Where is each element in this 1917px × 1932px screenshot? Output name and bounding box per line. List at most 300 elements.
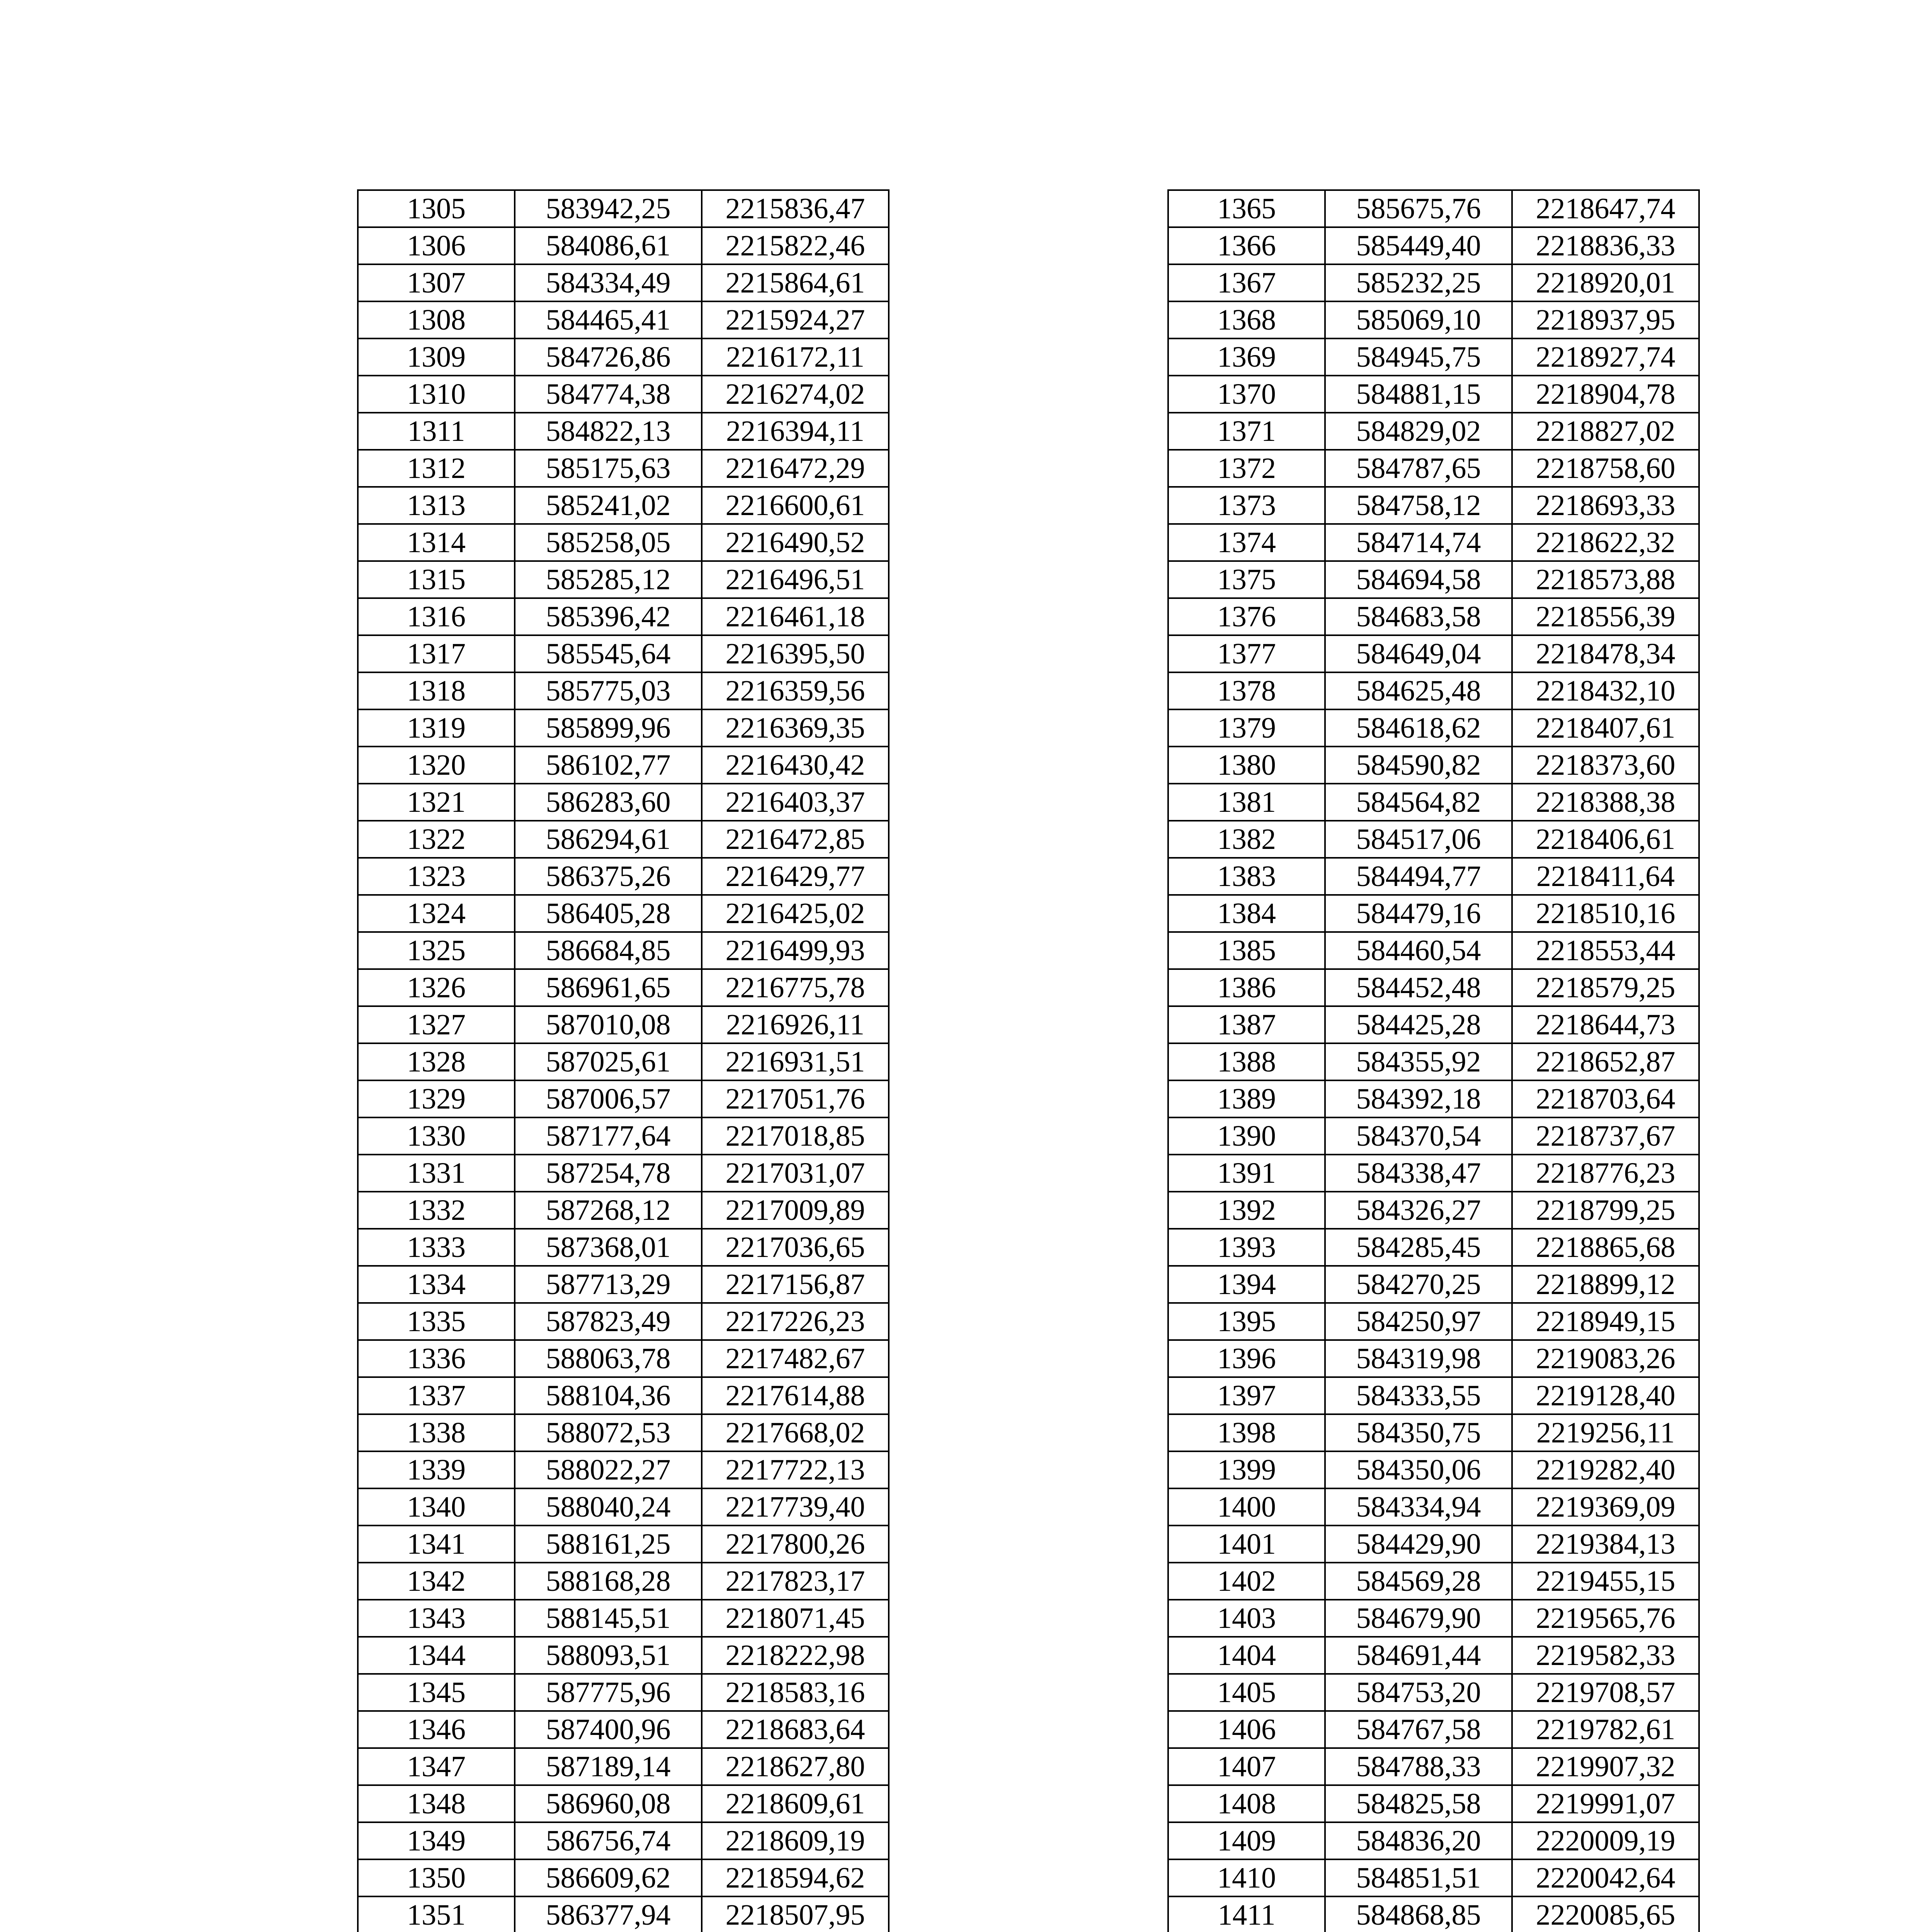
y-coordinate-cell: 2220085,65 (1512, 1896, 1699, 1932)
y-coordinate-cell: 2218627,80 (702, 1748, 889, 1785)
point-number-cell: 1328 (358, 1043, 515, 1080)
point-number-cell: 1345 (358, 1674, 515, 1711)
table-row (1168, 672, 1699, 709)
point-number-cell: 1388 (1168, 1043, 1325, 1080)
table-row (358, 1451, 889, 1488)
point-number-cell: 1317 (358, 635, 515, 672)
table-row (1168, 1006, 1699, 1043)
y-coordinate-cell: 2218737,67 (1512, 1117, 1699, 1155)
table-row (358, 1488, 889, 1526)
table-row (358, 1896, 889, 1932)
y-coordinate-cell: 2218388,38 (1512, 784, 1699, 821)
table-row (1168, 1229, 1699, 1266)
table-row (358, 1859, 889, 1896)
y-coordinate-cell: 2219582,33 (1512, 1637, 1699, 1674)
x-coordinate-cell: 584569,28 (1325, 1563, 1512, 1600)
y-coordinate-cell: 2218432,10 (1512, 672, 1699, 709)
y-coordinate-cell: 2216496,51 (702, 561, 889, 598)
point-number-cell: 1382 (1168, 821, 1325, 858)
point-number-cell: 1350 (358, 1859, 515, 1896)
x-coordinate-cell: 584868,85 (1325, 1896, 1512, 1932)
point-number-cell: 1404 (1168, 1637, 1325, 1674)
y-coordinate-cell: 2217036,65 (702, 1229, 889, 1266)
y-coordinate-cell: 2218406,61 (1512, 821, 1699, 858)
x-coordinate-cell: 584270,25 (1325, 1266, 1512, 1303)
x-coordinate-cell: 587268,12 (515, 1192, 702, 1229)
y-coordinate-cell: 2217482,67 (702, 1340, 889, 1377)
x-coordinate-cell: 584836,20 (1325, 1822, 1512, 1859)
point-number-cell: 1367 (1168, 264, 1325, 301)
y-coordinate-cell: 2218927,74 (1512, 338, 1699, 376)
point-number-cell: 1315 (358, 561, 515, 598)
x-coordinate-cell: 585285,12 (515, 561, 702, 598)
x-coordinate-cell: 584350,75 (1325, 1414, 1512, 1451)
table-row (1168, 858, 1699, 895)
table-row (1168, 190, 1699, 227)
y-coordinate-cell: 2216429,77 (702, 858, 889, 895)
x-coordinate-cell: 584517,06 (1325, 821, 1512, 858)
table-row (358, 1303, 889, 1340)
y-coordinate-cell: 2218609,61 (702, 1785, 889, 1822)
table-row (358, 1822, 889, 1859)
point-number-cell: 1379 (1168, 709, 1325, 747)
y-coordinate-cell: 2216472,85 (702, 821, 889, 858)
point-number-cell: 1320 (358, 747, 515, 784)
y-coordinate-cell: 2218683,64 (702, 1711, 889, 1748)
point-number-cell: 1339 (358, 1451, 515, 1488)
table-row (1168, 1451, 1699, 1488)
y-coordinate-cell: 2219128,40 (1512, 1377, 1699, 1414)
x-coordinate-cell: 585675,76 (1325, 190, 1512, 227)
table-row (1168, 1896, 1699, 1932)
y-coordinate-cell: 2218703,64 (1512, 1080, 1699, 1117)
y-coordinate-cell: 2218510,16 (1512, 895, 1699, 932)
y-coordinate-cell: 2218776,23 (1512, 1155, 1699, 1192)
table-row (358, 1340, 889, 1377)
x-coordinate-cell: 586609,62 (515, 1859, 702, 1896)
x-coordinate-cell: 585449,40 (1325, 227, 1512, 264)
table-row (358, 413, 889, 450)
table-row (1168, 1563, 1699, 1600)
point-number-cell: 1346 (358, 1711, 515, 1748)
y-coordinate-cell: 2218556,39 (1512, 598, 1699, 635)
x-coordinate-cell: 584452,48 (1325, 969, 1512, 1006)
y-coordinate-cell: 2218407,61 (1512, 709, 1699, 747)
x-coordinate-cell: 584618,62 (1325, 709, 1512, 747)
point-number-cell: 1409 (1168, 1822, 1325, 1859)
table-row (358, 895, 889, 932)
point-number-cell: 1397 (1168, 1377, 1325, 1414)
y-coordinate-cell: 2218920,01 (1512, 264, 1699, 301)
x-coordinate-cell: 584825,58 (1325, 1785, 1512, 1822)
point-number-cell: 1375 (1168, 561, 1325, 598)
table-row (1168, 1266, 1699, 1303)
y-coordinate-cell: 2220009,19 (1512, 1822, 1699, 1859)
coordinates-table-left (357, 189, 890, 1932)
y-coordinate-cell: 2218373,60 (1512, 747, 1699, 784)
x-coordinate-cell: 585069,10 (1325, 301, 1512, 338)
x-coordinate-cell: 584334,49 (515, 264, 702, 301)
point-number-cell: 1309 (358, 338, 515, 376)
point-number-cell: 1386 (1168, 969, 1325, 1006)
table-row (1168, 784, 1699, 821)
x-coordinate-cell: 585175,63 (515, 450, 702, 487)
y-coordinate-cell: 2217226,23 (702, 1303, 889, 1340)
x-coordinate-cell: 584691,44 (1325, 1637, 1512, 1674)
point-number-cell: 1334 (358, 1266, 515, 1303)
table-row (1168, 487, 1699, 524)
x-coordinate-cell: 586102,77 (515, 747, 702, 784)
x-coordinate-cell: 584753,20 (1325, 1674, 1512, 1711)
y-coordinate-cell: 2217009,89 (702, 1192, 889, 1229)
point-number-cell: 1319 (358, 709, 515, 747)
y-coordinate-cell: 2217800,26 (702, 1526, 889, 1563)
table-row (1168, 969, 1699, 1006)
table-row (358, 264, 889, 301)
x-coordinate-cell: 584086,61 (515, 227, 702, 264)
point-number-cell: 1369 (1168, 338, 1325, 376)
table-row (1168, 264, 1699, 301)
table-row (358, 1155, 889, 1192)
table-row (358, 1117, 889, 1155)
point-number-cell: 1385 (1168, 932, 1325, 969)
y-coordinate-cell: 2218693,33 (1512, 487, 1699, 524)
y-coordinate-cell: 2218553,44 (1512, 932, 1699, 969)
y-coordinate-cell: 2216394,11 (702, 413, 889, 450)
y-coordinate-cell: 2217722,13 (702, 1451, 889, 1488)
point-number-cell: 1324 (358, 895, 515, 932)
point-number-cell: 1406 (1168, 1711, 1325, 1748)
table-row (1168, 227, 1699, 264)
table-row (1168, 1043, 1699, 1080)
y-coordinate-cell: 2215924,27 (702, 301, 889, 338)
x-coordinate-cell: 586684,85 (515, 932, 702, 969)
x-coordinate-cell: 584829,02 (1325, 413, 1512, 450)
y-coordinate-cell: 2216461,18 (702, 598, 889, 635)
y-coordinate-cell: 2217823,17 (702, 1563, 889, 1600)
point-number-cell: 1401 (1168, 1526, 1325, 1563)
y-coordinate-cell: 2215822,46 (702, 227, 889, 264)
x-coordinate-cell: 586405,28 (515, 895, 702, 932)
x-coordinate-cell: 584714,74 (1325, 524, 1512, 561)
x-coordinate-cell: 588145,51 (515, 1600, 702, 1637)
x-coordinate-cell: 584788,33 (1325, 1748, 1512, 1785)
table-row (1168, 747, 1699, 784)
point-number-cell: 1380 (1168, 747, 1325, 784)
point-number-cell: 1384 (1168, 895, 1325, 932)
table-row (1168, 1488, 1699, 1526)
table-row (358, 784, 889, 821)
table-row (358, 709, 889, 747)
table-row (358, 1006, 889, 1043)
table-row (1168, 895, 1699, 932)
x-coordinate-cell: 584758,12 (1325, 487, 1512, 524)
point-number-cell: 1305 (358, 190, 515, 227)
point-number-cell: 1340 (358, 1488, 515, 1526)
y-coordinate-cell: 2218652,87 (1512, 1043, 1699, 1080)
x-coordinate-cell: 584370,54 (1325, 1117, 1512, 1155)
point-number-cell: 1335 (358, 1303, 515, 1340)
table-row (358, 1266, 889, 1303)
table-row (358, 227, 889, 264)
x-coordinate-cell: 584326,27 (1325, 1192, 1512, 1229)
point-number-cell: 1405 (1168, 1674, 1325, 1711)
table-row (358, 524, 889, 561)
table-row (358, 932, 889, 969)
y-coordinate-cell: 2219782,61 (1512, 1711, 1699, 1748)
table-row (358, 1377, 889, 1414)
y-coordinate-cell: 2218583,16 (702, 1674, 889, 1711)
point-number-cell: 1351 (358, 1896, 515, 1932)
y-coordinate-cell: 2218865,68 (1512, 1229, 1699, 1266)
table-row (1168, 821, 1699, 858)
table-row (358, 598, 889, 635)
y-coordinate-cell: 2218899,12 (1512, 1266, 1699, 1303)
x-coordinate-cell: 584822,13 (515, 413, 702, 450)
point-number-cell: 1341 (358, 1526, 515, 1563)
point-number-cell: 1387 (1168, 1006, 1325, 1043)
y-coordinate-cell: 2216274,02 (702, 376, 889, 413)
table-row (1168, 1080, 1699, 1117)
table-row (358, 1526, 889, 1563)
point-number-cell: 1403 (1168, 1600, 1325, 1637)
x-coordinate-cell: 584625,48 (1325, 672, 1512, 709)
point-number-cell: 1377 (1168, 635, 1325, 672)
y-coordinate-cell: 2218827,02 (1512, 413, 1699, 450)
x-coordinate-cell: 587177,64 (515, 1117, 702, 1155)
point-number-cell: 1333 (358, 1229, 515, 1266)
x-coordinate-cell: 588022,27 (515, 1451, 702, 1488)
x-coordinate-cell: 584479,16 (1325, 895, 1512, 932)
y-coordinate-cell: 2218478,34 (1512, 635, 1699, 672)
y-coordinate-cell: 2217051,76 (702, 1080, 889, 1117)
table-row (358, 561, 889, 598)
table-row (358, 376, 889, 413)
x-coordinate-cell: 584726,86 (515, 338, 702, 376)
point-number-cell: 1332 (358, 1192, 515, 1229)
y-coordinate-cell: 2218609,19 (702, 1822, 889, 1859)
x-coordinate-cell: 584564,82 (1325, 784, 1512, 821)
x-coordinate-cell: 586294,61 (515, 821, 702, 858)
point-number-cell: 1310 (358, 376, 515, 413)
coordinates-table-right (1167, 189, 1700, 1932)
x-coordinate-cell: 584319,98 (1325, 1340, 1512, 1377)
table-row (358, 1414, 889, 1451)
y-coordinate-cell: 2216172,11 (702, 338, 889, 376)
point-number-cell: 1327 (358, 1006, 515, 1043)
point-number-cell: 1381 (1168, 784, 1325, 821)
x-coordinate-cell: 584425,28 (1325, 1006, 1512, 1043)
point-number-cell: 1326 (358, 969, 515, 1006)
table-row (1168, 598, 1699, 635)
y-coordinate-cell: 2216472,29 (702, 450, 889, 487)
x-coordinate-cell: 587823,49 (515, 1303, 702, 1340)
y-coordinate-cell: 2218799,25 (1512, 1192, 1699, 1229)
table-row (358, 747, 889, 784)
x-coordinate-cell: 588040,24 (515, 1488, 702, 1526)
table-row (1168, 709, 1699, 747)
table-row (358, 1674, 889, 1711)
point-number-cell: 1411 (1168, 1896, 1325, 1932)
x-coordinate-cell: 587006,57 (515, 1080, 702, 1117)
x-coordinate-cell: 587010,08 (515, 1006, 702, 1043)
point-number-cell: 1308 (358, 301, 515, 338)
x-coordinate-cell: 584333,55 (1325, 1377, 1512, 1414)
table-row (358, 1043, 889, 1080)
coordinates-table-body (358, 190, 889, 1932)
x-coordinate-cell: 584250,97 (1325, 1303, 1512, 1340)
point-number-cell: 1322 (358, 821, 515, 858)
point-number-cell: 1306 (358, 227, 515, 264)
table-row (358, 635, 889, 672)
y-coordinate-cell: 2216931,51 (702, 1043, 889, 1080)
y-coordinate-cell: 2217668,02 (702, 1414, 889, 1451)
point-number-cell: 1391 (1168, 1155, 1325, 1192)
point-number-cell: 1370 (1168, 376, 1325, 413)
y-coordinate-cell: 2218622,32 (1512, 524, 1699, 561)
x-coordinate-cell: 584851,51 (1325, 1859, 1512, 1896)
x-coordinate-cell: 586375,26 (515, 858, 702, 895)
table-row (358, 1080, 889, 1117)
point-number-cell: 1398 (1168, 1414, 1325, 1451)
point-number-cell: 1366 (1168, 227, 1325, 264)
x-coordinate-cell: 584683,58 (1325, 598, 1512, 635)
table-row (1168, 1526, 1699, 1563)
point-number-cell: 1371 (1168, 413, 1325, 450)
x-coordinate-cell: 584494,77 (1325, 858, 1512, 895)
x-coordinate-cell: 584355,92 (1325, 1043, 1512, 1080)
point-number-cell: 1312 (358, 450, 515, 487)
x-coordinate-cell: 585258,05 (515, 524, 702, 561)
y-coordinate-cell: 2219083,26 (1512, 1340, 1699, 1377)
x-coordinate-cell: 587368,01 (515, 1229, 702, 1266)
table-row (358, 301, 889, 338)
y-coordinate-cell: 2219991,07 (1512, 1785, 1699, 1822)
y-coordinate-cell: 2219256,11 (1512, 1414, 1699, 1451)
x-coordinate-cell: 584590,82 (1325, 747, 1512, 784)
table-row (1168, 1303, 1699, 1340)
point-number-cell: 1408 (1168, 1785, 1325, 1822)
y-coordinate-cell: 2216499,93 (702, 932, 889, 969)
y-coordinate-cell: 2217018,85 (702, 1117, 889, 1155)
point-number-cell: 1307 (358, 264, 515, 301)
table-row (1168, 1155, 1699, 1192)
x-coordinate-cell: 585241,02 (515, 487, 702, 524)
y-coordinate-cell: 2218644,73 (1512, 1006, 1699, 1043)
y-coordinate-cell: 2219455,15 (1512, 1563, 1699, 1600)
y-coordinate-cell: 2219565,76 (1512, 1600, 1699, 1637)
table-row (1168, 1637, 1699, 1674)
point-number-cell: 1314 (358, 524, 515, 561)
y-coordinate-cell: 2218579,25 (1512, 969, 1699, 1006)
y-coordinate-cell: 2218573,88 (1512, 561, 1699, 598)
x-coordinate-cell: 588063,78 (515, 1340, 702, 1377)
point-number-cell: 1392 (1168, 1192, 1325, 1229)
point-number-cell: 1376 (1168, 598, 1325, 635)
x-coordinate-cell: 588072,53 (515, 1414, 702, 1451)
y-coordinate-cell: 2215836,47 (702, 190, 889, 227)
table-row (358, 450, 889, 487)
y-coordinate-cell: 2218071,45 (702, 1600, 889, 1637)
x-coordinate-cell: 588104,36 (515, 1377, 702, 1414)
point-number-cell: 1395 (1168, 1303, 1325, 1340)
table-row (358, 1229, 889, 1266)
point-number-cell: 1337 (358, 1377, 515, 1414)
y-coordinate-cell: 2215864,61 (702, 264, 889, 301)
point-number-cell: 1316 (358, 598, 515, 635)
point-number-cell: 1372 (1168, 450, 1325, 487)
table-row (358, 1600, 889, 1637)
point-number-cell: 1348 (358, 1785, 515, 1822)
table-row (358, 190, 889, 227)
x-coordinate-cell: 587189,14 (515, 1748, 702, 1785)
point-number-cell: 1394 (1168, 1266, 1325, 1303)
x-coordinate-cell: 586756,74 (515, 1822, 702, 1859)
point-number-cell: 1399 (1168, 1451, 1325, 1488)
point-number-cell: 1407 (1168, 1748, 1325, 1785)
y-coordinate-cell: 2218222,98 (702, 1637, 889, 1674)
x-coordinate-cell: 584679,90 (1325, 1600, 1512, 1637)
table-row (358, 1563, 889, 1600)
x-coordinate-cell: 587713,29 (515, 1266, 702, 1303)
x-coordinate-cell: 585396,42 (515, 598, 702, 635)
y-coordinate-cell: 2219907,32 (1512, 1748, 1699, 1785)
point-number-cell: 1323 (358, 858, 515, 895)
point-number-cell: 1378 (1168, 672, 1325, 709)
y-coordinate-cell: 2218758,60 (1512, 450, 1699, 487)
table-row (1168, 1748, 1699, 1785)
y-coordinate-cell: 2218949,15 (1512, 1303, 1699, 1340)
table-row (358, 858, 889, 895)
x-coordinate-cell: 584774,38 (515, 376, 702, 413)
point-number-cell: 1329 (358, 1080, 515, 1117)
point-number-cell: 1396 (1168, 1340, 1325, 1377)
x-coordinate-cell: 587400,96 (515, 1711, 702, 1748)
table-row (1168, 1414, 1699, 1451)
y-coordinate-cell: 2218507,95 (702, 1896, 889, 1932)
point-number-cell: 1402 (1168, 1563, 1325, 1600)
point-number-cell: 1349 (358, 1822, 515, 1859)
table-row (358, 1192, 889, 1229)
y-coordinate-cell: 2216600,61 (702, 487, 889, 524)
point-number-cell: 1342 (358, 1563, 515, 1600)
x-coordinate-cell: 584338,47 (1325, 1155, 1512, 1192)
table-row (1168, 1822, 1699, 1859)
y-coordinate-cell: 2220042,64 (1512, 1859, 1699, 1896)
point-number-cell: 1336 (358, 1340, 515, 1377)
x-coordinate-cell: 584460,54 (1325, 932, 1512, 969)
table-row (358, 338, 889, 376)
x-coordinate-cell: 584767,58 (1325, 1711, 1512, 1748)
point-number-cell: 1365 (1168, 190, 1325, 227)
x-coordinate-cell: 588093,51 (515, 1637, 702, 1674)
point-number-cell: 1390 (1168, 1117, 1325, 1155)
y-coordinate-cell: 2218647,74 (1512, 190, 1699, 227)
table-row (1168, 450, 1699, 487)
x-coordinate-cell: 586961,65 (515, 969, 702, 1006)
x-coordinate-cell: 587775,96 (515, 1674, 702, 1711)
table-row (1168, 338, 1699, 376)
point-number-cell: 1338 (358, 1414, 515, 1451)
point-number-cell: 1373 (1168, 487, 1325, 524)
point-number-cell: 1343 (358, 1600, 515, 1637)
x-coordinate-cell: 586960,08 (515, 1785, 702, 1822)
y-coordinate-cell: 2216369,35 (702, 709, 889, 747)
point-number-cell: 1344 (358, 1637, 515, 1674)
y-coordinate-cell: 2217739,40 (702, 1488, 889, 1526)
point-number-cell: 1368 (1168, 301, 1325, 338)
x-coordinate-cell: 584429,90 (1325, 1526, 1512, 1563)
